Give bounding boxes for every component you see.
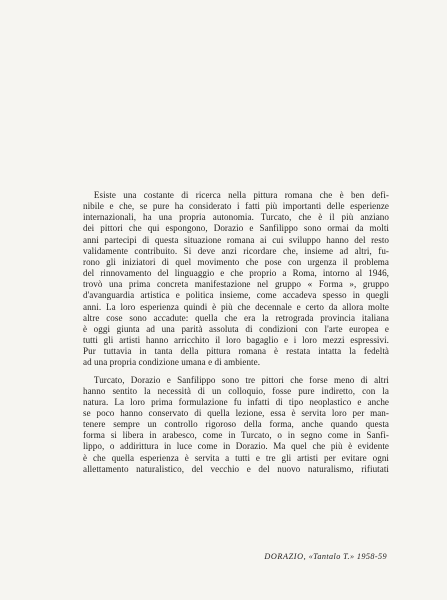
text-line: altre cose sono accadute: quella che era la retrograda provincia italiana [83,312,389,323]
text-line: ad una propria condizione umana e di ambiente. [83,357,261,368]
text-line: d'avanguardia artistica e politica insieme, come accadeva spesso in quegli [83,290,389,301]
text-line: del rinnovamento del linguaggio e che proprio a Roma, intorno al 1946, [83,268,389,279]
text-line: validamente contribuito. Si deve anzi ricordare che, insieme ad altri, fu- [83,245,389,256]
text-line: internazionali, ha una propria autonomia. Turcato, che è il più anziano [83,212,389,223]
text-line: è che quella esperienza è servita a tutti e tre gli artisti per evitare ogni [83,452,389,463]
caption-artist: DORAZIO, [264,552,307,561]
text-line: tenere sempre un controllo rigoroso della forma, anche quando questa [83,419,389,430]
text-line: è oggi giunta ad una parità assoluta di condizioni con l'arte europea e [83,323,389,334]
text-line: trovò una prima concreta manifestazione nel gruppo « Forma », gruppo [83,279,389,290]
text-line: se poco hanno conservato di quella lezione, essa è servita loro per man- [83,407,389,418]
text-line: hanno sentito la necessità di un colloquio, fosse pure indiretto, con la [83,385,389,396]
figure-caption [264,552,387,561]
text-line: tutti gli artisti hanno arricchito il loro bagaglio e i loro mezzi espressivi. [83,335,389,346]
text-line: Turcato, Dorazio e Sanfilippo sono tre pittori che forse meno di altri [93,374,389,385]
body-text [83,190,389,475]
text-line: lippo, o addirittura in luce come in Dorazio. Ma quel che più è evidente [83,441,389,452]
text-line: nibile e che, se pure ha considerato i fatti più importanti delle esperienze [83,201,389,212]
paragraph-1 [83,190,389,369]
text-line: natura. La loro prima formulazione fu infatti di tipo neoplastico e anche [83,396,389,407]
paragraph-2 [83,375,389,475]
text-line: Pur tuttavia in tanta della pittura romana è restata intatta la fedeltà [83,346,389,357]
text-line: anni partecipi di questa situazione romana ai cui sviluppo hanno del resto [83,234,389,245]
text-line: rono gli iniziatori di quel movimento che pose con urgenza il problema [83,256,389,267]
text-line: allettamento naturalistico, del vecchio e del nuovo naturalismo, rifiutati [83,463,389,474]
text-line: dei pittori che qui espongono, Dorazio e Sanfilippo sono ormai da molti [83,223,389,234]
caption-title: «Tantalo T.» [308,552,355,561]
text-line: anni. La loro esperienza quindi è più che decennale e certo da allora molte [83,301,389,312]
text-line: Esiste una costante di ricerca nella pittura romana che è ben defi- [93,190,389,200]
text-line: forma si libera in arabesco, come in Turcato, o in segno come in Sanfi- [83,430,389,441]
caption-years: 1958-59 [356,552,387,561]
